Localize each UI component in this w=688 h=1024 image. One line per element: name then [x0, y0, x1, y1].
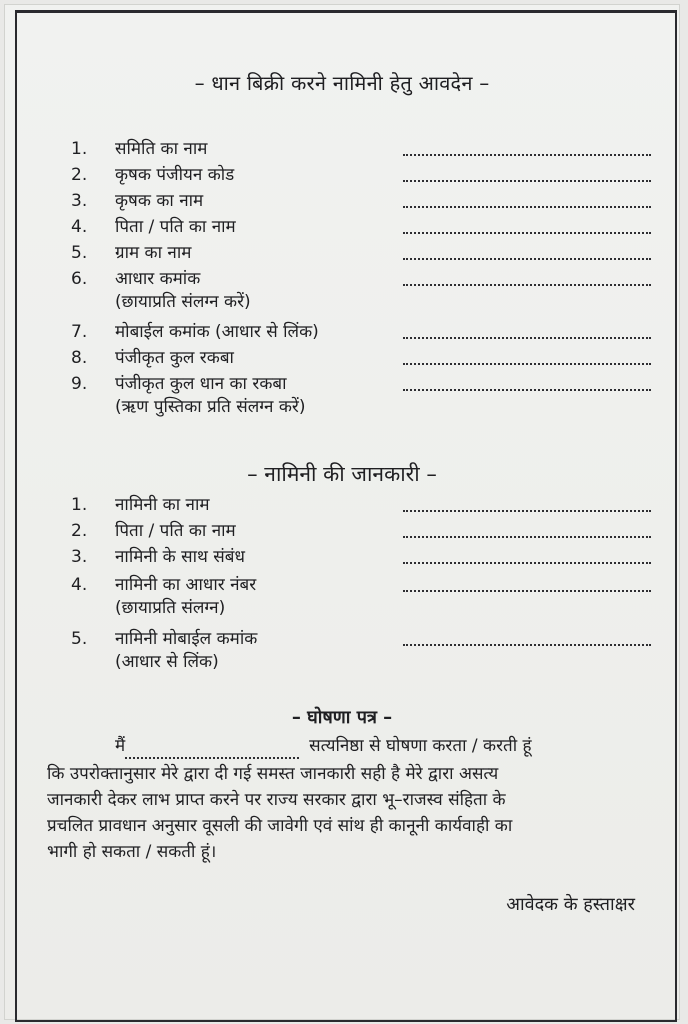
- fill-in-line: [403, 562, 651, 564]
- field-label: पिता / पति का नाम: [115, 217, 236, 237]
- farmer-field-row: [71, 189, 651, 213]
- declarant-name-line: [125, 739, 299, 759]
- farmer-field-row: [71, 346, 651, 370]
- field-label: कृषक पंजीयन कोड: [115, 165, 235, 185]
- field-number: 3.: [71, 547, 88, 567]
- declaration-line: भागी हो सकता / सकती हूं।: [47, 842, 217, 862]
- field-number: 5.: [71, 629, 88, 649]
- field-number: 1.: [71, 139, 88, 159]
- field-number: 9.: [71, 374, 88, 394]
- field-number: 3.: [71, 191, 88, 211]
- field-label: मोबाईल कमांक (आधार से लिंक): [115, 322, 319, 342]
- declaration-line: प्रचलित प्रावधान अनुसार वूसली की जावेगी एवं सांथ ही कानूनी कार्यवाही का: [47, 816, 513, 836]
- nominee-field-row: [71, 519, 651, 543]
- field-label: नामिनी के साथ संबंध: [115, 547, 245, 567]
- field-number: 7.: [71, 322, 88, 342]
- nominee-section-title: – नामिनी की जानकारी –: [247, 462, 437, 486]
- application-form-sheet: [4, 4, 680, 1020]
- field-label: पिता / पति का नाम: [115, 521, 236, 541]
- field-label: ग्राम का नाम: [115, 243, 192, 263]
- applicant-signature-label: आवेदक के हस्ताक्षर: [506, 894, 635, 915]
- declaration-line: कि उपरोक्तानुसार मेरे द्वारा दी गई समस्त जानकारी सही है मेरे द्वारा असत्य: [47, 764, 499, 784]
- field-number: 6.: [71, 269, 88, 289]
- field-number: 8.: [71, 348, 88, 368]
- declaration-title: – घोषणा पत्र –: [291, 707, 393, 728]
- field-number: 2.: [71, 521, 88, 541]
- fill-in-line: [403, 363, 651, 365]
- field-label: पंजीकृत कुल धान का रकबा: [115, 374, 287, 394]
- declaration-first-line: [115, 733, 641, 759]
- nominee-field-row: [71, 493, 651, 517]
- fill-in-line: [403, 510, 651, 512]
- farmer-field-row: [71, 241, 651, 265]
- field-label: समिति का नाम: [115, 139, 208, 159]
- declaration-line: जानकारी देकर लाभ प्राप्त करने पर राज्य सरकार द्वारा भू–राजस्व संहिता के: [47, 790, 506, 810]
- field-note: (छायाप्रति संलग्न करें): [115, 292, 251, 312]
- fill-in-line: [403, 258, 651, 260]
- nominee-field-row: [71, 627, 651, 675]
- fill-in-line: [403, 154, 651, 156]
- field-note: (ऋण पुस्तिका प्रति संलग्न करें): [115, 397, 306, 417]
- farmer-field-row: [71, 137, 651, 161]
- field-number: 2.: [71, 165, 88, 185]
- fill-in-line: [403, 590, 651, 592]
- field-number: 4.: [71, 575, 88, 595]
- field-number: 1.: [71, 495, 88, 515]
- fill-in-line: [403, 389, 651, 391]
- farmer-field-row: [71, 372, 651, 420]
- declaration-prefix: मैं: [115, 736, 126, 756]
- field-note: (आधार से लिंक): [115, 652, 219, 672]
- field-note: (छायाप्रति संलग्न): [115, 598, 226, 618]
- field-label: नामिनी मोबाईल कमांक: [115, 629, 258, 649]
- declaration-first-line-text: सत्यनिष्ठा से घोषणा करता / करती हूं: [309, 736, 532, 756]
- field-number: 4.: [71, 217, 88, 237]
- fill-in-line: [403, 337, 651, 339]
- field-label: नामिनी का आधार नंबर: [115, 575, 257, 595]
- field-number: 5.: [71, 243, 88, 263]
- fill-in-line: [403, 206, 651, 208]
- field-label: नामिनी का नाम: [115, 495, 210, 515]
- form-title: – धान बिक्री करने नामिनी हेतु आवदेन –: [194, 71, 490, 95]
- farmer-field-row: [71, 163, 651, 187]
- fill-in-line: [403, 644, 651, 646]
- fill-in-line: [403, 180, 651, 182]
- nominee-field-row: [71, 573, 651, 621]
- field-label: कृषक का नाम: [115, 191, 204, 211]
- fill-in-line: [403, 284, 651, 286]
- fill-in-line: [403, 232, 651, 234]
- nominee-field-row: [71, 545, 651, 569]
- farmer-field-row: [71, 267, 651, 315]
- fill-in-line: [403, 536, 651, 538]
- farmer-field-row: [71, 215, 651, 239]
- field-label: पंजीकृत कुल रकबा: [115, 348, 234, 368]
- farmer-field-row: [71, 320, 651, 344]
- field-label: आधार कमांक: [115, 269, 201, 289]
